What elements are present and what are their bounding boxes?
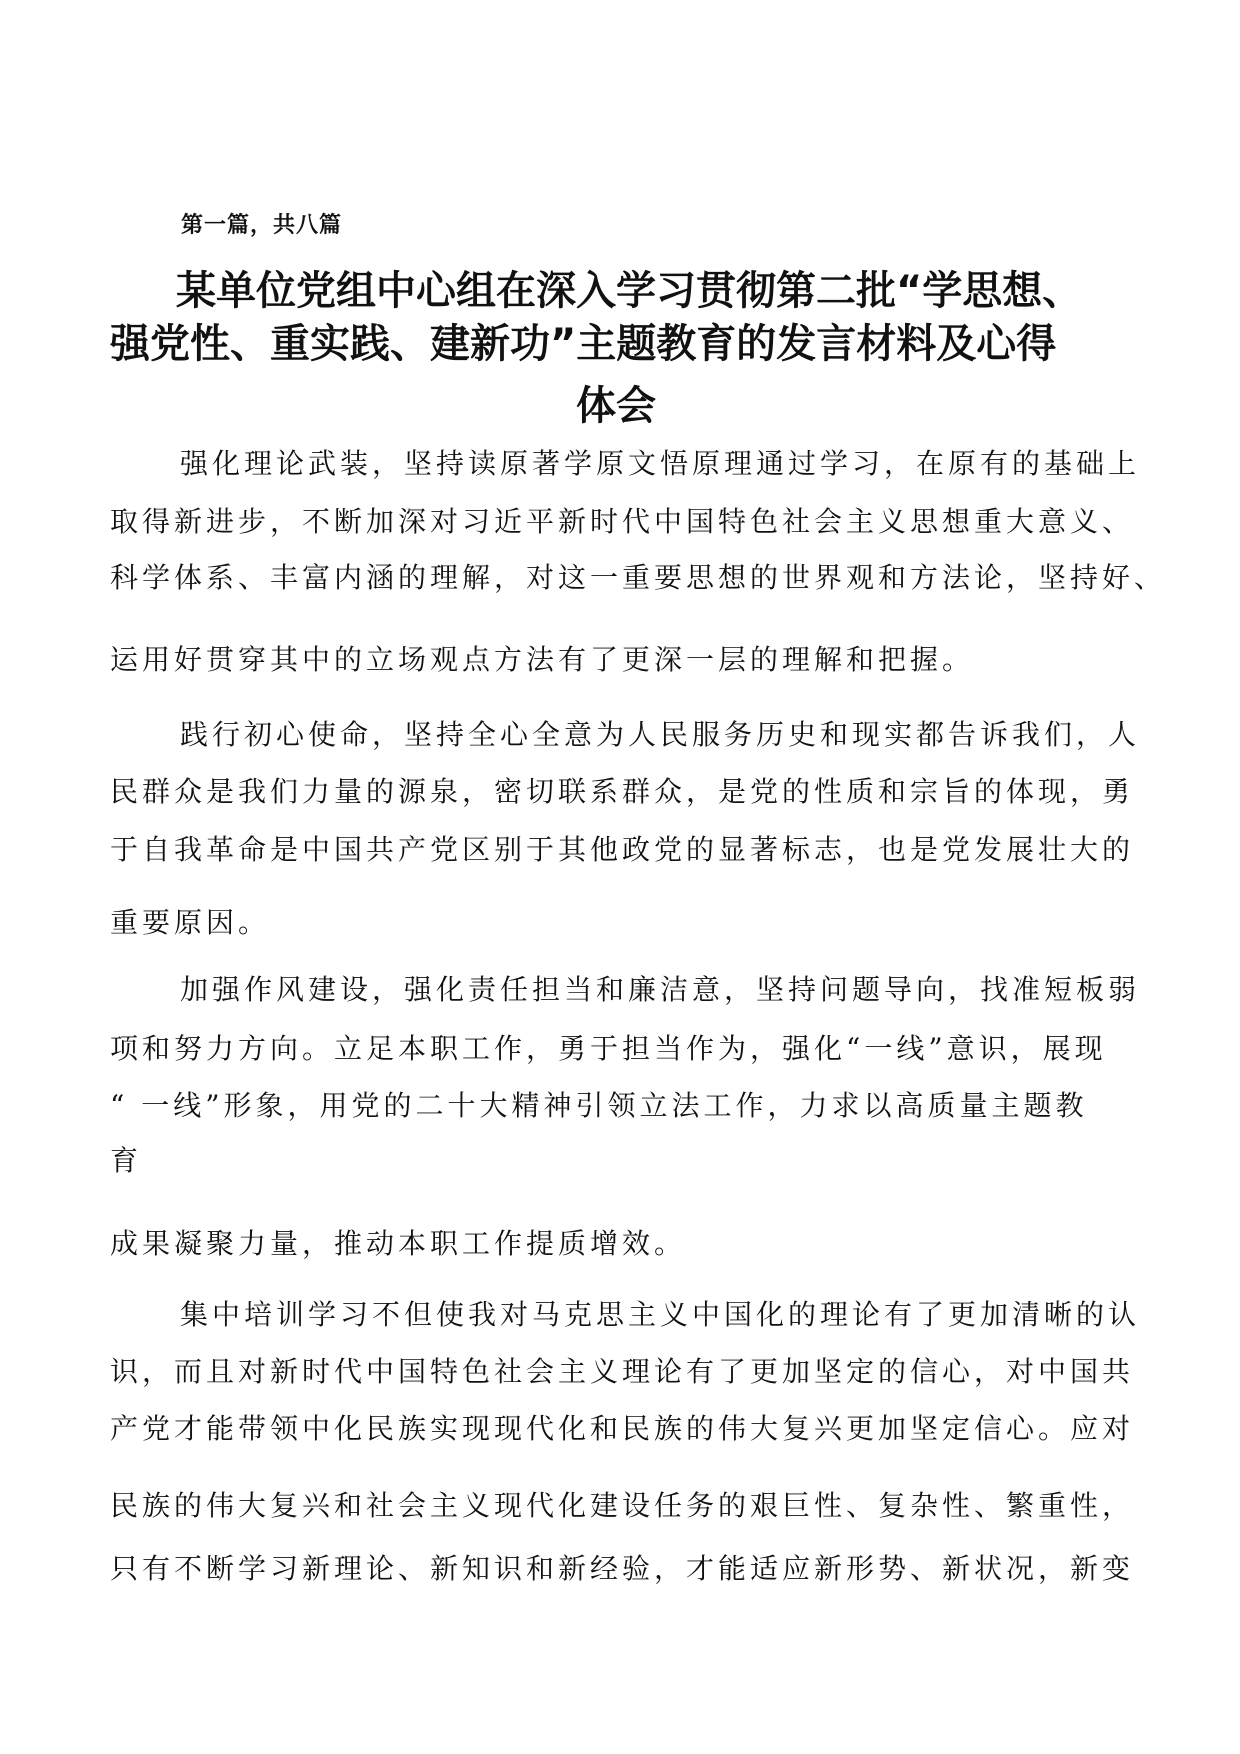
document-title-line-3: 体会: [576, 383, 656, 429]
paragraph-line: 成果凝聚力量，推动本职工作提质增效。: [110, 1227, 687, 1260]
paragraph-line: 只有不断学习新理论、新知识和新经验，才能适应新形势、新状况，新变: [110, 1552, 1135, 1585]
paragraph-line: 项和努力方向。立足本职工作，勇于担当作为，强化“一线”意识，展现: [110, 1032, 1107, 1065]
paragraph-line: 强化理论武装，坚持读原著学原文悟原理通过学习，在原有的基础上: [180, 447, 1141, 480]
series-label: 第一篇，共八篇: [181, 213, 343, 238]
paragraph-line: 集中培训学习不但使我对马克思主义中国化的理论有了更加清晰的认: [180, 1298, 1141, 1331]
paragraph-line: 取得新进步，不断加深对习近平新时代中国特色社会主义思想重大意义、: [110, 505, 1135, 538]
paragraph-line: 产党才能带领中化民族实现现代化和民族的伟大复兴更加坚定信心。应对: [110, 1412, 1135, 1445]
paragraph-line: 加强作风建设，强化责任担当和廉洁意，坚持问题导向，找准短板弱: [180, 973, 1141, 1006]
paragraph-line: 重要原因。: [110, 906, 271, 939]
paragraph-line: 于自我革命是中国共产党区别于其他政党的显著标志，也是党发展壮大的: [110, 833, 1135, 866]
document-title-line-2: 强党性、重实践、建新功”主题教育的发言材料及心得: [110, 321, 1057, 367]
paragraph-line: 识，而且对新时代中国特色社会主义理论有了更加坚定的信心，对中国共: [110, 1355, 1135, 1388]
paragraph-line: “ 一线”形象，用党的二十大精神引领立法工作，力求以高质量主题教: [110, 1089, 1088, 1122]
paragraph-line: 践行初心使命，坚持全心全意为人民服务历史和现实都告诉我们，人: [180, 718, 1141, 751]
paragraph-line: 民群众是我们力量的源泉，密切联系群众，是党的性质和宗旨的体现，勇: [110, 775, 1135, 808]
paragraph-line: 育: [110, 1144, 143, 1177]
paragraph-line: 运用好贯穿其中的立场观点方法有了更深一层的理解和把握。: [110, 643, 975, 676]
paragraph-line: 民族的伟大复兴和社会主义现代化建设任务的艰巨性、复杂性、繁重性，: [110, 1489, 1135, 1522]
document-title-line-1: 某单位党组中心组在深入学习贯彻第二批“学思想、: [176, 268, 1083, 314]
paragraph-line: 科学体系、丰富内涵的理解，对这一重要思想的世界观和方法论，坚持好、: [110, 561, 1167, 594]
